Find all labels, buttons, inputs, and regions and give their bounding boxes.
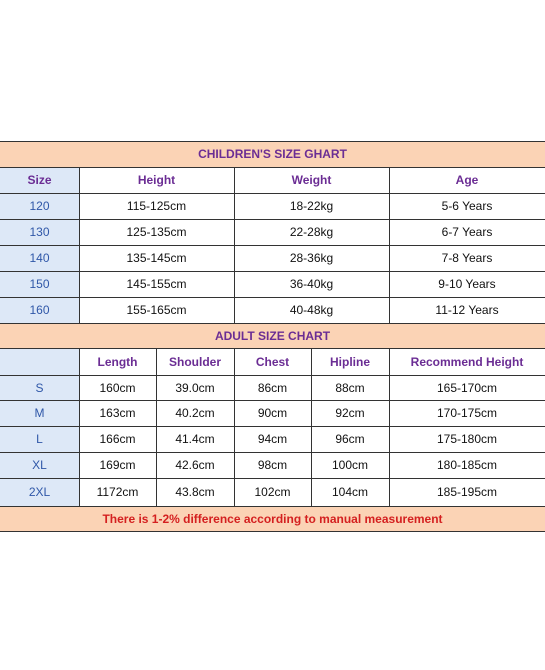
adult-chart-title: ADULT SIZE CHART xyxy=(214,328,331,343)
adult-header-recommend-height: Recommend Height xyxy=(410,354,524,369)
size-chart xyxy=(0,141,545,532)
adult-size-cell: L xyxy=(0,426,79,452)
children-table-row xyxy=(0,271,545,297)
children-height-cell: 125-135cm xyxy=(126,225,187,239)
adult-hipline-cell: 96cm xyxy=(335,432,365,446)
adult-shoulder-cell: 41.4cm xyxy=(175,432,215,446)
children-size-cell: 140 xyxy=(0,245,79,271)
adult-header-size xyxy=(0,348,79,375)
adult-table-row xyxy=(0,452,545,478)
adult-length-cell: 1172cm xyxy=(96,485,139,499)
adult-chest-cell: 86cm xyxy=(257,380,288,395)
children-height-cell: 135-145cm xyxy=(126,251,187,265)
adult-shoulder-cell: 39.0cm xyxy=(175,380,215,395)
adult-recommend-height-cell: 175-180cm xyxy=(436,432,498,446)
adult-shoulder-cell: 43.8cm xyxy=(175,485,215,499)
children-table-row xyxy=(0,245,545,271)
adult-header-chest: Chest xyxy=(255,354,290,369)
children-header-row xyxy=(0,167,545,193)
adult-header-length: Length xyxy=(97,354,138,369)
children-height-cell: 115-125cm xyxy=(126,199,187,213)
children-age-cell: 9-10 Years xyxy=(438,277,496,291)
adult-chest-cell: 90cm xyxy=(257,406,288,420)
adult-table-row xyxy=(0,400,545,426)
children-height-cell: 145-155cm xyxy=(126,277,187,291)
children-table-row xyxy=(0,193,545,219)
children-weight-cell: 28-36kg xyxy=(289,251,334,265)
adult-hipline-cell: 88cm xyxy=(335,380,365,395)
children-chart-title: CHILDREN'S SIZE GHART xyxy=(198,147,347,161)
adult-hipline-cell: 92cm xyxy=(335,406,365,420)
children-age-cell: 5-6 Years xyxy=(441,199,493,213)
children-table-row xyxy=(0,219,545,245)
children-weight-cell: 22-28kg xyxy=(289,225,334,239)
adult-table-row xyxy=(0,478,545,506)
adult-length-cell: 163cm xyxy=(99,406,136,420)
adult-table-row xyxy=(0,375,545,400)
measurement-notice: There is 1-2% difference according to manual measurement xyxy=(102,512,443,526)
adult-title-row xyxy=(0,323,545,348)
adult-hipline-cell: 104cm xyxy=(331,485,369,499)
adult-chest-cell: 94cm xyxy=(257,432,288,446)
adult-length-cell: 169cm xyxy=(99,458,136,472)
adult-shoulder-cell: 40.2cm xyxy=(175,406,215,420)
children-size-cell: 120 xyxy=(0,193,79,219)
adult-size-cell: 2XL xyxy=(0,478,79,506)
adult-chest-cell: 102cm xyxy=(254,485,291,499)
children-weight-cell: 36-40kg xyxy=(289,277,334,291)
adult-recommend-height-cell: 170-175cm xyxy=(436,406,498,420)
children-title-row xyxy=(0,141,545,167)
adult-hipline-cell: 100cm xyxy=(331,458,369,472)
children-size-cell: 160 xyxy=(0,297,79,323)
children-size-cell: 150 xyxy=(0,271,79,297)
children-header-size: Size xyxy=(0,167,79,193)
children-age-cell: 7-8 Years xyxy=(441,251,493,265)
children-header-weight: Weight xyxy=(291,173,332,187)
children-size-cell: 130 xyxy=(0,219,79,245)
adult-size-cell: S xyxy=(0,375,79,400)
children-height-cell: 155-165cm xyxy=(126,303,187,317)
adult-recommend-height-cell: 180-185cm xyxy=(436,458,498,472)
adult-table-row xyxy=(0,426,545,452)
adult-header-hipline: Hipline xyxy=(329,354,370,369)
children-header-height: Height xyxy=(137,173,176,187)
children-age-cell: 11-12 Years xyxy=(435,303,499,317)
children-table-row xyxy=(0,297,545,323)
children-weight-cell: 40-48kg xyxy=(289,303,334,317)
children-weight-cell: 18-22kg xyxy=(289,199,334,213)
adult-length-cell: 160cm xyxy=(99,380,136,395)
children-age-cell: 6-7 Years xyxy=(441,225,493,239)
adult-recommend-height-cell: 185-195cm xyxy=(436,485,498,499)
adult-chest-cell: 98cm xyxy=(257,458,288,472)
adult-size-cell: M xyxy=(0,400,79,426)
children-header-age: Age xyxy=(455,173,479,187)
adult-recommend-height-cell: 165-170cm xyxy=(436,380,498,395)
adult-shoulder-cell: 42.6cm xyxy=(175,458,215,472)
adult-length-cell: 166cm xyxy=(99,432,136,446)
adult-header-shoulder: Shoulder xyxy=(168,354,221,369)
adult-header-row xyxy=(0,348,545,375)
notice-row xyxy=(0,506,545,532)
adult-size-cell: XL xyxy=(0,452,79,478)
